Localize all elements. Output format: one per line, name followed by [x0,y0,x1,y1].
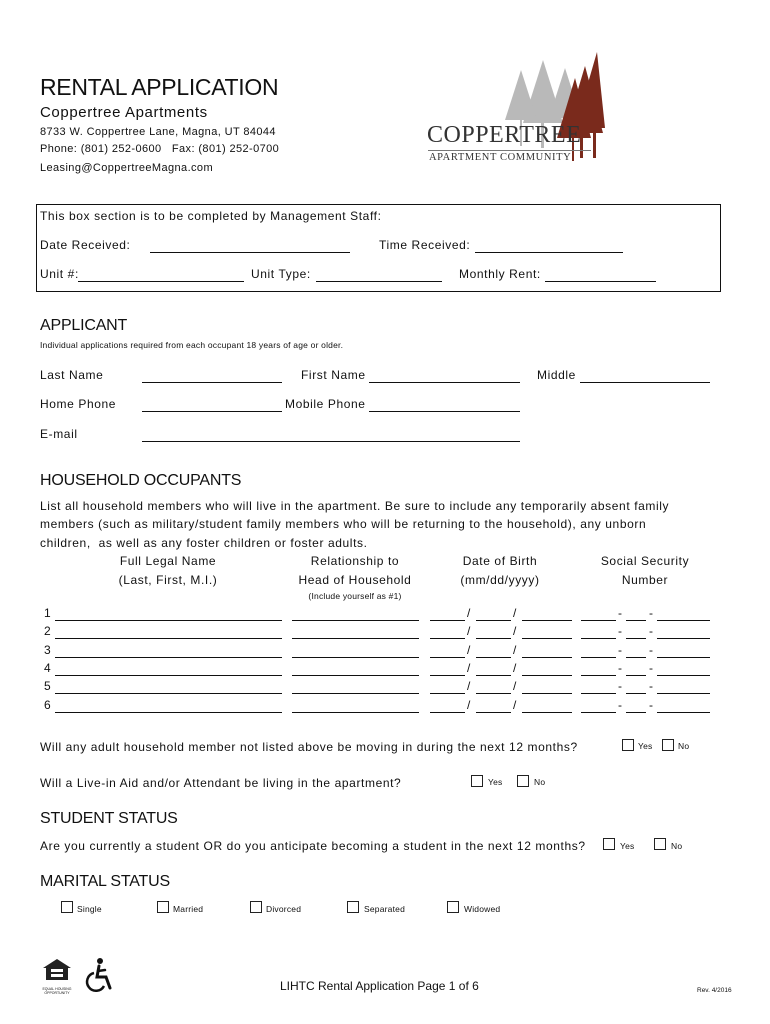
marital-married-checkbox[interactable] [157,901,169,913]
occupant-ssn-part3-field[interactable] [657,712,710,713]
student-question: Are you currently a student OR do you anticipate becoming a student in the next 12 months? [40,839,586,853]
time-received-label: Time Received: [379,238,471,252]
marital-single-checkbox[interactable] [61,901,73,913]
equal-housing-label: EQUAL HOUSING OPPORTUNITY [42,987,72,995]
dob-slash: / [467,679,471,694]
ssn-dash: - [649,642,654,657]
occupant-ssn-part1-field[interactable] [581,620,616,621]
dob-slash: / [513,679,517,694]
occupant-ssn-part2-field[interactable] [626,657,646,658]
unit-number-field[interactable] [78,281,244,282]
occupant-dob-year-field[interactable] [522,693,572,694]
dob-slash: / [513,642,517,657]
property-email: Leasing@CoppertreeMagna.com [40,162,214,174]
last-name-field[interactable] [142,382,282,383]
occupant-name-field[interactable] [55,693,282,694]
q2-yes-label: Yes [488,777,503,787]
ssn-dash: - [618,697,623,712]
occupant-dob-day-field[interactable] [476,712,511,713]
household-instructions-3: children, as well as any foster children or foster adults. [40,536,368,550]
occupant-ssn-part3-field[interactable] [657,675,710,676]
occupant-ssn-part1-field[interactable] [581,712,616,713]
monthly-rent-field[interactable] [545,281,656,282]
page-footer: LIHTC Rental Application Page 1 of 6 [280,979,479,993]
household-heading: HOUSEHOLD OCCUPANTS [40,472,242,489]
dob-slash: / [513,624,517,639]
ssn-dash: - [649,660,654,675]
question-adult-moving-in: Will any adult household member not listed above be moving in during the next 12 months? [40,740,578,754]
occupant-dob-day-field[interactable] [476,657,511,658]
occupant-row-number: 2 [44,624,52,639]
occupant-relationship-field[interactable] [292,712,419,713]
property-name: Coppertree Apartments [40,104,208,121]
date-received-label: Date Received: [40,238,131,252]
ssn-dash: - [618,679,623,694]
col-relationship-note: (Include yourself as #1) [308,591,402,601]
marital-married-label: Married [173,904,204,914]
ssn-dash: - [618,642,623,657]
ssn-dash: - [618,624,623,639]
unit-number-label: Unit #: [40,267,79,281]
mobile-phone-field[interactable] [369,411,520,412]
occupant-dob-day-field[interactable] [476,638,511,639]
col-ssn-subheader: Number [621,573,669,587]
middle-label: Middle [537,368,576,382]
occupant-dob-month-field[interactable] [430,620,465,621]
home-phone-label: Home Phone [40,397,117,411]
occupant-row-number: 4 [44,660,52,675]
date-received-field[interactable] [150,252,350,253]
occupant-ssn-part3-field[interactable] [657,657,710,658]
col-relationship-header: Relationship to [310,554,400,568]
occupant-ssn-part3-field[interactable] [657,693,710,694]
email-label: E-mail [40,427,78,441]
marital-divorced-checkbox[interactable] [250,901,262,913]
management-heading: This box section is to be completed by Management Staff: [40,209,382,223]
dob-slash: / [467,606,471,620]
occupant-name-field[interactable] [55,657,282,658]
occupant-ssn-part2-field[interactable] [626,675,646,676]
occupant-ssn-part1-field[interactable] [581,657,616,658]
dob-slash: / [467,624,471,639]
occupant-row-number: 3 [44,642,52,657]
occupant-relationship-field[interactable] [292,657,419,658]
first-name-field[interactable] [369,382,520,383]
occupant-ssn-part3-field[interactable] [657,638,710,639]
ssn-dash: - [649,697,654,712]
equal-housing-icon [40,958,74,995]
occupant-row-number: 1 [44,606,52,620]
occupant-dob-month-field[interactable] [430,693,465,694]
email-field[interactable] [142,441,520,442]
occupant-ssn-part2-field[interactable] [626,620,646,621]
occupant-dob-day-field[interactable] [476,620,511,621]
ssn-dash: - [649,606,654,620]
occupant-dob-year-field[interactable] [522,712,572,713]
dob-slash: / [513,660,517,675]
col-name-header: Full Legal Name [119,554,217,568]
ssn-dash: - [618,606,623,620]
occupant-relationship-field[interactable] [292,693,419,694]
student-yes-checkbox[interactable] [603,838,615,850]
logo-tagline: APARTMENT COMMUNITY [429,152,572,163]
logo-divider [428,150,591,151]
occupant-dob-month-field[interactable] [430,638,465,639]
unit-type-label: Unit Type: [251,267,311,281]
dob-slash: / [467,642,471,657]
wheelchair-accessible-icon [80,957,116,993]
mobile-phone-label: Mobile Phone [285,397,366,411]
occupant-dob-day-field[interactable] [476,693,511,694]
q2-no-checkbox[interactable] [517,775,529,787]
occupant-dob-year-field[interactable] [522,675,572,676]
occupant-ssn-part2-field[interactable] [626,693,646,694]
occupant-relationship-field[interactable] [292,675,419,676]
col-ssn-header: Social Security [600,554,690,568]
student-no-checkbox[interactable] [654,838,666,850]
ssn-dash: - [618,660,623,675]
dob-slash: / [467,697,471,712]
occupant-dob-day-field[interactable] [476,675,511,676]
occupant-name-field[interactable] [55,638,282,639]
occupant-name-field[interactable] [55,675,282,676]
marital-divorced-label: Divorced [266,904,302,914]
household-instructions-2: members (such as military/student family members who will be returning to the household), any unborn [40,517,647,531]
student-no-label: No [671,841,683,851]
q1-no-label: No [678,741,690,751]
col-dob-header: Date of Birth [462,554,538,568]
unit-type-field[interactable] [316,281,442,282]
time-received-field[interactable] [475,252,623,253]
col-name-subheader: (Last, First, M.I.) [118,573,218,587]
occupant-row-number: 6 [44,697,52,712]
q2-yes-checkbox[interactable] [471,775,483,787]
first-name-label: First Name [301,368,366,382]
occupant-dob-month-field[interactable] [430,657,465,658]
marital-heading: MARITAL STATUS [40,873,170,890]
dob-slash: / [513,697,517,712]
household-instructions-1: List all household members who will live in the apartment. Be sure to include any temporarily absent family [40,499,670,513]
occupant-name-field[interactable] [55,620,282,621]
marital-widowed-checkbox[interactable] [447,901,459,913]
occupant-name-field[interactable] [55,712,282,713]
student-heading: STUDENT STATUS [40,810,178,827]
marital-single-label: Single [77,904,102,914]
page-title: RENTAL APPLICATION [40,74,279,100]
revision-date: Rev. 4/2016 [697,987,732,994]
logo-name: COPPERTREE [427,122,582,148]
dob-slash: / [467,660,471,675]
col-dob-subheader: (mm/dd/yyyy) [460,573,540,587]
applicant-note: Individual applications required from each occupant 18 years of age or older. [40,340,344,350]
occupant-ssn-part1-field[interactable] [581,675,616,676]
home-phone-field[interactable] [142,411,282,412]
occupant-dob-month-field[interactable] [430,712,465,713]
student-yes-label: Yes [620,841,635,851]
q1-no-checkbox[interactable] [662,739,674,751]
occupant-ssn-part2-field[interactable] [626,638,646,639]
last-name-label: Last Name [40,368,104,382]
occupant-ssn-part1-field[interactable] [581,638,616,639]
marital-separated-label: Separated [364,904,406,914]
occupant-relationship-field[interactable] [292,620,419,621]
occupant-ssn-part2-field[interactable] [626,712,646,713]
ssn-dash: - [649,624,654,639]
ssn-dash: - [649,679,654,694]
occupant-dob-year-field[interactable] [522,657,572,658]
middle-field[interactable] [580,382,710,383]
occupant-dob-month-field[interactable] [430,675,465,676]
property-address: 8733 W. Coppertree Lane, Magna, UT 84044 [40,126,276,138]
q1-yes-checkbox[interactable] [622,739,634,751]
occupant-dob-year-field[interactable] [522,620,572,621]
property-phone-fax: Phone: (801) 252-0600 Fax: (801) 252-0700 [40,143,280,155]
occupant-ssn-part1-field[interactable] [581,693,616,694]
occupant-ssn-part3-field[interactable] [657,620,710,621]
marital-separated-checkbox[interactable] [347,901,359,913]
q1-yes-label: Yes [638,741,653,751]
occupant-dob-year-field[interactable] [522,638,572,639]
monthly-rent-label: Monthly Rent: [459,267,541,281]
occupant-row-number: 5 [44,679,52,694]
marital-widowed-label: Widowed [464,904,501,914]
applicant-heading: APPLICANT [40,317,128,334]
dob-slash: / [513,606,517,620]
occupant-relationship-field[interactable] [292,638,419,639]
col-relationship-subheader: Head of Household [298,573,412,587]
question-live-in-aid: Will a Live-in Aid and/or Attendant be living in the apartment? [40,776,402,790]
q2-no-label: No [534,777,546,787]
